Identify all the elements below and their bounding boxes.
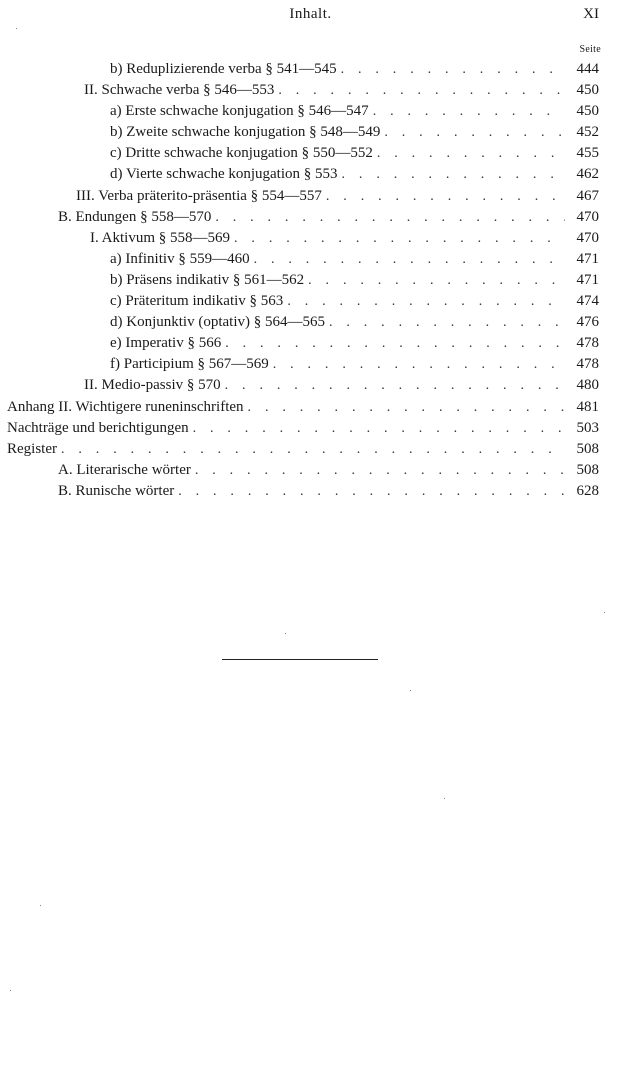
toc-entry xyxy=(0,122,621,143)
toc-entry-page: 444 xyxy=(565,59,621,80)
toc-entry xyxy=(0,228,621,249)
toc-entry xyxy=(0,418,621,439)
toc-entry xyxy=(0,312,621,333)
scan-speck xyxy=(604,612,605,613)
scan-speck xyxy=(410,690,411,691)
toc-entry-label: B. Runische wörter xyxy=(58,481,178,502)
seite-column-label: Seite xyxy=(579,44,601,55)
toc-entry-page: 474 xyxy=(565,291,621,312)
dot-leader xyxy=(193,418,565,439)
toc-entry xyxy=(0,481,621,502)
toc-entry xyxy=(0,143,621,164)
toc-entry xyxy=(0,291,621,312)
scan-speck xyxy=(10,990,11,991)
toc-entry xyxy=(0,186,621,207)
toc-entry-page: 450 xyxy=(565,101,621,122)
toc-entry xyxy=(0,249,621,270)
toc-entry xyxy=(0,164,621,185)
dot-leader xyxy=(273,354,565,375)
toc-entry-label: c) Dritte schwache konjugation § 550—552 xyxy=(110,143,377,164)
table-of-contents xyxy=(0,59,621,502)
toc-entry-label: d) Vierte schwache konjugation § 553 xyxy=(110,164,342,185)
toc-entry-label: Anhang II. Wichtigere runeninschriften xyxy=(7,397,248,418)
toc-entry-page: 478 xyxy=(565,333,621,354)
toc-entry-page: 480 xyxy=(565,375,621,396)
toc-entry-page: 462 xyxy=(565,164,621,185)
dot-leader xyxy=(308,270,565,291)
toc-entry-page: 508 xyxy=(565,439,621,460)
dot-leader xyxy=(384,122,565,143)
toc-entry xyxy=(0,207,621,228)
dot-leader xyxy=(225,333,565,354)
toc-entry xyxy=(0,59,621,80)
toc-entry-label: a) Infinitiv § 559—460 xyxy=(110,249,254,270)
toc-entry-page: 452 xyxy=(565,122,621,143)
scan-speck xyxy=(444,798,445,799)
toc-entry-page: 467 xyxy=(565,186,621,207)
dot-leader xyxy=(341,59,565,80)
toc-entry-page: 455 xyxy=(565,143,621,164)
dot-leader xyxy=(234,228,565,249)
dot-leader xyxy=(178,481,565,502)
page-number: XI xyxy=(583,6,599,22)
toc-entry-label: b) Zweite schwache konjugation § 548—549 xyxy=(110,122,384,143)
toc-entry xyxy=(0,354,621,375)
toc-entry xyxy=(0,101,621,122)
toc-entry-page: 470 xyxy=(565,228,621,249)
toc-entry xyxy=(0,80,621,101)
toc-entry-page: 470 xyxy=(565,207,621,228)
dot-leader xyxy=(215,207,565,228)
toc-entry-page: 628 xyxy=(565,481,621,502)
toc-entry xyxy=(0,397,621,418)
toc-entry-page: 508 xyxy=(565,460,621,481)
toc-entry-page: 450 xyxy=(565,80,621,101)
dot-leader xyxy=(61,439,565,460)
toc-entry xyxy=(0,439,621,460)
toc-entry-label: Nachträge und berichtigungen xyxy=(7,418,193,439)
dot-leader xyxy=(278,80,565,101)
toc-entry-page: 478 xyxy=(565,354,621,375)
dot-leader xyxy=(329,312,565,333)
toc-entry-page: 503 xyxy=(565,418,621,439)
scan-speck xyxy=(40,905,41,906)
toc-entry-page: 471 xyxy=(565,249,621,270)
toc-entry-label: A. Literarische wörter xyxy=(58,460,195,481)
dot-leader xyxy=(326,186,565,207)
dot-leader xyxy=(342,164,565,185)
toc-entry xyxy=(0,270,621,291)
dot-leader xyxy=(373,101,565,122)
toc-entry-page: 481 xyxy=(565,397,621,418)
toc-entry-label: a) Erste schwache konjugation § 546—547 xyxy=(110,101,373,122)
toc-entry-label: III. Verba präterito-präsentia § 554—557 xyxy=(76,186,326,207)
toc-entry-page: 476 xyxy=(565,312,621,333)
toc-entry-label: c) Präteritum indikativ § 563 xyxy=(110,291,287,312)
toc-entry xyxy=(0,460,621,481)
dot-leader xyxy=(377,143,565,164)
toc-entry-label: Register xyxy=(7,439,61,460)
toc-entry-label: II. Medio-passiv § 570 xyxy=(84,375,225,396)
toc-entry xyxy=(0,375,621,396)
dot-leader xyxy=(287,291,565,312)
scan-speck xyxy=(285,633,286,634)
dot-leader xyxy=(248,397,565,418)
dot-leader xyxy=(225,375,565,396)
toc-entry-label: b) Reduplizierende verba § 541—545 xyxy=(110,59,341,80)
dot-leader xyxy=(195,460,565,481)
toc-entry-label: b) Präsens indikativ § 561—562 xyxy=(110,270,308,291)
toc-entry-label: II. Schwache verba § 546—553 xyxy=(84,80,278,101)
scan-speck xyxy=(16,28,17,29)
toc-entry-page: 471 xyxy=(565,270,621,291)
toc-entry-label: d) Konjunktiv (optativ) § 564—565 xyxy=(110,312,329,333)
toc-entry-label: B. Endungen § 558—570 xyxy=(58,207,215,228)
toc-entry-label: f) Participium § 567—569 xyxy=(110,354,273,375)
toc-entry xyxy=(0,333,621,354)
dot-leader xyxy=(254,249,565,270)
toc-entry-label: e) Imperativ § 566 xyxy=(110,333,225,354)
running-header-title: Inhalt. xyxy=(289,6,332,22)
toc-entry-label: I. Aktivum § 558—569 xyxy=(90,228,234,249)
section-end-rule xyxy=(222,659,378,660)
